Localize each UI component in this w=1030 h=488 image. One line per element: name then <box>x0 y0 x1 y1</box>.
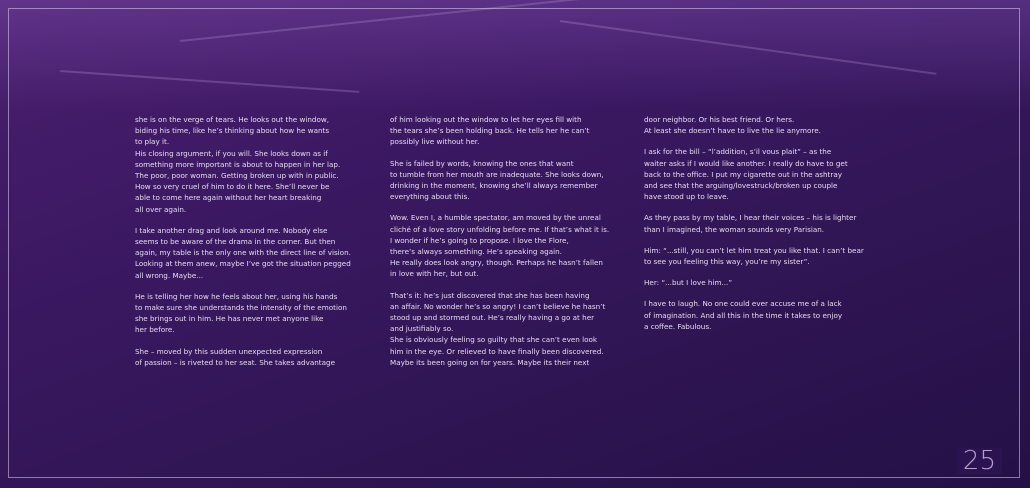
paragraph: Her: “...but I love him...” <box>644 278 733 288</box>
paragraph: door neighbor. Or his best friend. Or hers. At least she doesn’t have to live the lie anymore. <box>644 115 821 136</box>
text-column-3 <box>644 114 889 342</box>
page-number: 25 <box>957 448 1002 474</box>
paragraph: She – moved by this sudden unexpected expression of passion – is riveted to her seat. She takes advantage <box>135 346 335 367</box>
text-column-1 <box>135 114 380 378</box>
paragraph: I take another drag and look around me. Nobody else seems to be aware of the drama in the corner. But then again, my table is the only one with the direct line of vision. Looking at them anew, maybe I’ve got the situation pegged all wrong. Maybe... <box>135 225 351 280</box>
paragraph: she is on the verge of tears. He looks out the window, biding his time, like he’s thinking about how he wants to play it. His closing argument, if you will. She looks down as if something more important is about to happen in her lap. The poor, poor woman. Getting broken up with in public. How so very cruel of him to do it here. She’ll never be able to come here again without her heart breaking all over again. <box>135 115 341 214</box>
paragraph: As they pass by my table, I hear their voices – his is lighter than I imagined, the woman sounds very Parisian. <box>644 213 857 234</box>
paragraph: He is telling her how he feels about her, using his hands to make sure she understands the intensity of the emotion she brings out in him. He has never met anyone like her before. <box>135 291 347 335</box>
paragraph: I have to laugh. No one could ever accuse me of a lack of imagination. And all this in the time it takes to enjoy a coffee. Fabulous. <box>644 299 843 331</box>
text-column-2 <box>390 114 635 378</box>
paragraph: I ask for the bill – “l’addition, s’il vous plait” – as the waiter asks if I would like another. I really do have to get back to the office. I put my cigarette out in the ashtray and see that the arguing/lovestruck/broken up couple have stood up to leave. <box>644 147 848 202</box>
paragraph: She is failed by words, knowing the ones that want to tumble from her mouth are inadequate. She looks down, drinking in the moment, knowing she’ll always remember everything about this. <box>390 158 604 202</box>
paragraph: of him looking out the window to let her eyes fill with the tears she’s been holding back. He tells her he can’t possibly live without her. <box>390 115 590 147</box>
paragraph: Wow. Even I, a humble spectator, am moved by the unreal cliché of a love story unfolding before me. If that’s what it is. I wonder if he’s going to propose. I love the Flore, there’s always something. He’s speaking again. He really does look angry, though. Perhaps he hasn’t fallen in love with her, but out. <box>390 213 610 279</box>
paragraph: Him: “...still, you can’t let him treat you like that. I can’t bear to see you feeling this way, you’re my sister”. <box>644 245 864 267</box>
paragraph: That’s it: he’s just discovered that she has been having an affair. No wonder he’s so angry! I can’t believe he hasn’t stood up and stormed out. He’s really having a go at her and justifiably so. She is obviously feeling so guilty that she can’t even look him in the eye. Or relieved to have finally been discovered. Maybe its been going on for years. Maybe its their next <box>390 290 606 367</box>
